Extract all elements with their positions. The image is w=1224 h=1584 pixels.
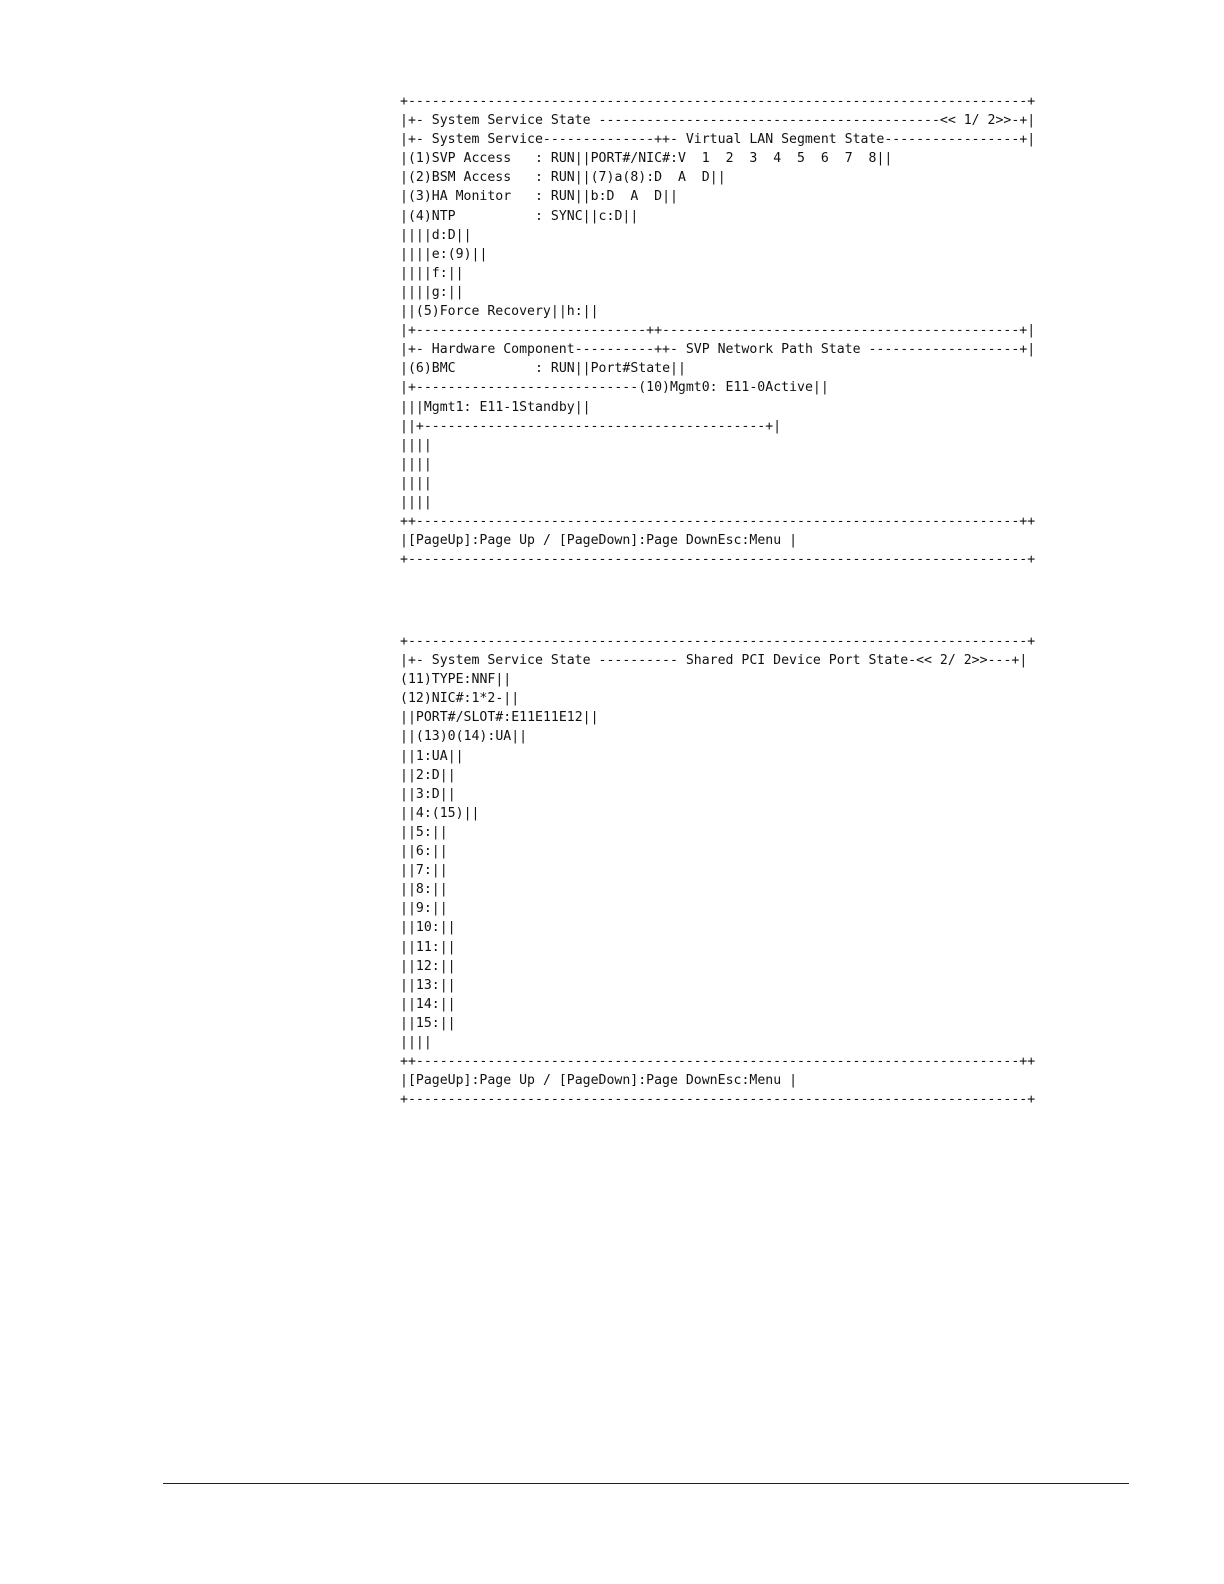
border[interactable]: || xyxy=(574,151,591,167)
border[interactable]: || xyxy=(876,151,893,167)
mgmt0-port: E11-0 xyxy=(725,380,766,396)
service-name-2: BSM Access xyxy=(431,170,535,186)
border[interactable]: || xyxy=(447,748,464,764)
separator[interactable]: : xyxy=(606,208,615,224)
system-service-state-screen-page-1 xyxy=(400,92,1036,568)
border[interactable]: || xyxy=(415,1034,432,1050)
border[interactable]: || xyxy=(439,786,456,802)
terminal-text-page-1 xyxy=(400,92,1036,569)
vlan-port-c[interactable]: c xyxy=(598,208,607,224)
border: | xyxy=(400,533,408,549)
separator[interactable]: : xyxy=(431,958,440,974)
border: || xyxy=(400,805,416,821)
nic-value-2[interactable]: 2 xyxy=(487,691,496,707)
border[interactable]: || xyxy=(582,710,599,726)
vlan-port-a[interactable]: a xyxy=(614,170,623,186)
border: | xyxy=(400,151,408,167)
border: || xyxy=(400,1015,416,1031)
port-number-1[interactable]: 1 xyxy=(415,748,424,764)
hardware-name-bmc: BMC xyxy=(431,361,535,377)
border[interactable]: || xyxy=(511,729,528,745)
separator[interactable]: : xyxy=(431,920,440,936)
border[interactable]: || xyxy=(439,767,456,783)
border: || xyxy=(400,399,416,415)
terminal-text-page-2 xyxy=(400,632,1036,1109)
separator[interactable]: : xyxy=(423,748,432,764)
nic-value-3[interactable]: - xyxy=(495,691,504,707)
border[interactable]: || xyxy=(495,672,512,688)
mgmt1-state[interactable]: Standby xyxy=(519,399,575,415)
border: ++----------------------------------------------------------------------------++ xyxy=(400,514,1036,530)
border: ----------+ xyxy=(574,342,663,358)
border[interactable]: || xyxy=(415,475,432,491)
port-number-11[interactable]: 11 xyxy=(415,939,432,955)
border[interactable]: || xyxy=(415,456,432,472)
border[interactable]: || xyxy=(709,170,726,186)
border[interactable]: || xyxy=(415,494,432,510)
svp-network-header: SVP Network Path State xyxy=(685,342,861,358)
top-border: +------------------------------------------------------------------------------+ xyxy=(400,94,1036,109)
separator[interactable]: : xyxy=(423,824,432,840)
vlan-port-b[interactable]: b xyxy=(590,189,599,205)
border[interactable]: || xyxy=(439,939,456,955)
hardware-component-header: Hardware Component xyxy=(431,342,575,358)
separator[interactable]: : xyxy=(598,189,607,205)
force-recovery-label: Force Recovery xyxy=(439,304,551,320)
port-nic-label[interactable]: PORT#/NIC# xyxy=(590,151,671,167)
border: -----------------+| xyxy=(884,132,1036,148)
border[interactable]: || xyxy=(431,882,448,898)
vlan-states-d[interactable]: D xyxy=(447,227,456,243)
vlan-states-c[interactable]: D xyxy=(614,208,623,224)
state-column-header[interactable]: State xyxy=(630,361,671,377)
page-up-key[interactable]: [PageUp]:Page Up xyxy=(407,1073,535,1089)
border[interactable]: || xyxy=(415,227,432,243)
mgmt0-state[interactable]: Active xyxy=(765,380,813,396)
border: | xyxy=(400,189,408,205)
page-indicator: << 1/ 2>> xyxy=(939,113,1012,129)
port-number-9[interactable]: 9 xyxy=(415,901,424,917)
separator: : xyxy=(535,189,551,205)
border[interactable]: || xyxy=(574,189,591,205)
border: || xyxy=(400,844,416,860)
border[interactable]: || xyxy=(574,361,591,377)
border: | xyxy=(400,361,408,377)
vlan-port-g[interactable]: g xyxy=(431,284,440,300)
port-number-2[interactable]: 2 xyxy=(415,767,424,783)
service-number: (1) xyxy=(407,151,432,167)
separator: : xyxy=(535,151,551,167)
page-indicator: << 2/ 2>> xyxy=(916,653,988,669)
border: | xyxy=(400,208,408,224)
border[interactable]: || xyxy=(439,1015,456,1031)
border[interactable]: || xyxy=(447,284,464,300)
esc-menu-key[interactable]: Esc:Menu xyxy=(717,533,782,549)
separator[interactable]: : xyxy=(463,691,472,707)
border[interactable]: || xyxy=(431,901,448,917)
port-number-5[interactable]: 5 xyxy=(415,824,424,840)
service-number: (3) xyxy=(407,189,432,205)
border: || xyxy=(400,863,416,879)
separator[interactable]: : xyxy=(439,246,448,262)
vlan-port-h[interactable]: h xyxy=(566,304,575,320)
border[interactable]: || xyxy=(447,265,464,281)
separator[interactable]: : xyxy=(439,284,448,300)
port-number-6[interactable]: 6 xyxy=(415,844,424,860)
vlan-states-a[interactable]: D A D xyxy=(654,170,710,186)
mgmt1-port: E11-1 xyxy=(479,399,520,415)
border[interactable]: || xyxy=(670,361,686,377)
border[interactable]: || xyxy=(431,844,448,860)
type-label: TYPE xyxy=(431,672,464,688)
separator[interactable]: : xyxy=(431,977,440,993)
border[interactable]: || xyxy=(582,208,599,224)
force-recovery-number[interactable]: (5) xyxy=(415,304,440,320)
border[interactable]: +-------------------------------------------+| xyxy=(415,418,782,434)
port-number-13[interactable]: 13 xyxy=(415,977,432,993)
callout-8[interactable]: (8) xyxy=(622,170,647,186)
vlan-segment-header: Virtual LAN Segment State xyxy=(685,132,885,148)
border: || xyxy=(400,437,416,453)
port-1-state-3[interactable]: A xyxy=(439,748,448,764)
port-number-7[interactable]: 7 xyxy=(415,863,424,879)
shared-pci-device-port-state-screen-page-2 xyxy=(400,632,1036,1108)
border: || xyxy=(400,729,416,745)
separator[interactable]: : xyxy=(423,863,432,879)
border: || xyxy=(400,882,416,898)
page-down-key: [PageDown]:Page Down xyxy=(558,533,718,549)
callout-13[interactable]: (13) xyxy=(415,729,448,745)
border[interactable]: || xyxy=(439,920,456,936)
border: | xyxy=(400,1073,408,1089)
border: || xyxy=(400,824,416,840)
nic-label: NIC# xyxy=(431,691,464,707)
border: |+- xyxy=(400,653,432,669)
border[interactable]: || xyxy=(415,284,432,300)
port-number-3[interactable]: 3 xyxy=(415,786,424,802)
type-value-2[interactable]: N xyxy=(479,672,488,688)
border: ------------------------------------------- xyxy=(590,113,940,129)
border[interactable]: || xyxy=(439,977,456,993)
system-service-header: System Service xyxy=(431,132,543,148)
callout-12: (12) xyxy=(400,691,432,707)
border: |+- xyxy=(400,113,432,129)
border: ---+| xyxy=(987,653,1028,669)
separator: : xyxy=(535,361,551,377)
border: ---------- xyxy=(590,653,686,669)
border: -+| xyxy=(1011,113,1036,129)
callout-7[interactable]: (7) xyxy=(590,170,615,186)
border: || xyxy=(400,767,416,783)
border: || xyxy=(400,246,416,262)
gap xyxy=(718,380,726,395)
screen-title: System Service State xyxy=(431,113,591,129)
separator[interactable]: : xyxy=(431,1015,440,1031)
slot-value-3[interactable]: E12 xyxy=(558,710,583,726)
port-3-state-2[interactable]: D xyxy=(431,786,440,802)
border: |+---------------------------- xyxy=(400,380,639,396)
screen-title: System Service State xyxy=(431,653,591,669)
border: +- xyxy=(662,132,686,148)
mgmt1-name[interactable]: Mgmt1: xyxy=(423,399,472,415)
border[interactable]: || xyxy=(574,399,591,415)
border[interactable]: || xyxy=(503,691,520,707)
separator[interactable]: : xyxy=(670,151,678,167)
separator[interactable]: : xyxy=(423,786,432,802)
border: --------------+ xyxy=(542,132,663,148)
border: || xyxy=(400,475,416,491)
service-state-4: SYNC xyxy=(550,208,583,224)
border: || xyxy=(400,494,416,510)
separator[interactable]: : xyxy=(423,901,432,917)
border: +- xyxy=(662,342,686,358)
port-number-10[interactable]: 10 xyxy=(415,920,432,936)
bottom-border: +------------------------------------------------------------------------------+ xyxy=(400,552,1036,568)
separator[interactable]: : xyxy=(431,939,440,955)
separator[interactable]: : xyxy=(439,265,448,281)
separator[interactable]: : xyxy=(431,996,440,1012)
border: |+- xyxy=(400,342,432,358)
border: || xyxy=(400,748,416,764)
separator: / xyxy=(535,1073,559,1089)
border: - xyxy=(908,653,917,669)
border[interactable]: || xyxy=(471,246,488,262)
type-value-3[interactable]: F xyxy=(487,672,496,688)
border[interactable]: || xyxy=(439,996,456,1012)
border: || xyxy=(400,1034,416,1050)
border[interactable]: | xyxy=(415,399,424,415)
border: || xyxy=(400,710,416,726)
separator: : xyxy=(535,208,551,224)
border[interactable]: || xyxy=(574,170,591,186)
nic-columns[interactable]: V 1 2 3 4 5 6 7 8 xyxy=(677,151,877,167)
border: || xyxy=(400,901,416,917)
border: |+- xyxy=(400,132,432,148)
vlan-port-e[interactable]: e xyxy=(431,246,440,262)
border: || xyxy=(400,977,416,993)
port-column-header[interactable]: Port# xyxy=(590,361,631,377)
border: || xyxy=(400,958,416,974)
bottom-border: +------------------------------------------------------------------------------+ xyxy=(400,1092,1036,1108)
separator[interactable]: : xyxy=(423,844,432,860)
callout-9[interactable]: (9) xyxy=(447,246,472,262)
border: || xyxy=(400,786,416,802)
border: |+-----------------------------++---------------------------------------------+| xyxy=(400,323,1036,339)
border[interactable]: || xyxy=(415,437,432,453)
separator[interactable]: : xyxy=(423,805,432,821)
border: || xyxy=(400,304,416,320)
border[interactable]: || xyxy=(439,958,456,974)
port-number-14[interactable]: 14 xyxy=(415,996,432,1012)
type-value-1[interactable]: N xyxy=(471,672,480,688)
hardware-number: (6) xyxy=(407,361,432,377)
separator[interactable]: : xyxy=(574,304,583,320)
border[interactable]: || xyxy=(463,805,480,821)
port-1-state-1[interactable]: U xyxy=(431,748,440,764)
border[interactable]: || xyxy=(431,863,448,879)
separator[interactable]: : xyxy=(423,882,432,898)
border[interactable]: || xyxy=(455,227,472,243)
border: || xyxy=(400,456,416,472)
service-state-2: RUN xyxy=(550,170,575,186)
separator: : xyxy=(535,170,551,186)
border: || xyxy=(400,996,416,1012)
border: | xyxy=(400,170,408,186)
border[interactable]: || xyxy=(582,304,599,320)
port-0-state-3[interactable]: A xyxy=(503,729,512,745)
service-name-4: NTP xyxy=(431,208,535,224)
separator[interactable]: : xyxy=(463,672,472,688)
nic-value-1[interactable]: 1* xyxy=(471,691,488,707)
border: || xyxy=(400,265,416,281)
page-bottom-rule xyxy=(163,1483,1129,1484)
separator[interactable]: : xyxy=(423,767,432,783)
separator[interactable]: : xyxy=(487,729,496,745)
border: -------------------+| xyxy=(860,342,1036,358)
hardware-state-bmc: RUN xyxy=(550,361,575,377)
border: || xyxy=(400,418,416,434)
port-0-state-1[interactable]: U xyxy=(495,729,504,745)
slot-value-1[interactable]: E11 xyxy=(511,710,536,726)
border: ++----------------------------------------------------------------------------++ xyxy=(400,1054,1036,1070)
border: || xyxy=(400,939,416,955)
separator[interactable]: : xyxy=(439,227,448,243)
border[interactable]: || xyxy=(662,189,678,205)
border: | xyxy=(781,1073,798,1089)
border[interactable]: || xyxy=(622,208,639,224)
service-name-1: SVP Access xyxy=(431,151,535,167)
service-state-3: RUN xyxy=(550,189,575,205)
service-number: (2) xyxy=(407,170,432,186)
service-number: (4) xyxy=(407,208,432,224)
border[interactable]: || xyxy=(415,265,432,281)
port-slot-label[interactable]: PORT#/SLOT# xyxy=(415,710,504,726)
vlan-port-f[interactable]: f xyxy=(431,265,440,281)
callout-11: (11) xyxy=(400,672,432,688)
slot-value-2[interactable]: E11 xyxy=(535,710,559,726)
port-number-15[interactable]: 15 xyxy=(415,1015,432,1031)
border[interactable]: || xyxy=(812,380,829,396)
shared-pci-subtitle: Shared PCI Device Port State xyxy=(685,653,909,669)
border: || xyxy=(400,920,416,936)
border: || xyxy=(400,284,416,300)
port-2-state-2[interactable]: D xyxy=(431,767,440,783)
page-down-key: [PageDown]:Page Down xyxy=(558,1073,718,1089)
vlan-port-d[interactable]: d xyxy=(431,227,440,243)
mgmt0-name: Mgmt0: xyxy=(669,380,718,396)
vlan-states-b[interactable]: D A D xyxy=(606,189,663,205)
callout-15[interactable]: (15) xyxy=(431,805,464,821)
separator[interactable]: : xyxy=(646,170,655,186)
callout-10: (10) xyxy=(638,380,670,396)
port-number-4[interactable]: 4 xyxy=(415,805,424,821)
service-name-3: HA Monitor xyxy=(431,189,535,205)
separator[interactable]: : xyxy=(503,710,512,726)
top-border: +------------------------------------------------------------------------------+ xyxy=(400,634,1036,649)
service-state-1: RUN xyxy=(550,151,575,167)
border: | xyxy=(781,533,798,549)
separator: / xyxy=(535,533,559,549)
esc-menu-key[interactable]: Esc:Menu xyxy=(717,1073,782,1089)
border[interactable]: || xyxy=(415,246,432,262)
border[interactable]: || xyxy=(431,824,448,840)
port-number-0[interactable]: 0 xyxy=(447,729,456,745)
border: || xyxy=(400,227,416,243)
border[interactable]: || xyxy=(550,304,567,320)
callout-14[interactable]: (14) xyxy=(455,729,488,745)
port-number-8[interactable]: 8 xyxy=(415,882,424,898)
page-up-key[interactable]: [PageUp]:Page Up xyxy=(407,533,535,549)
port-number-12[interactable]: 12 xyxy=(415,958,432,974)
